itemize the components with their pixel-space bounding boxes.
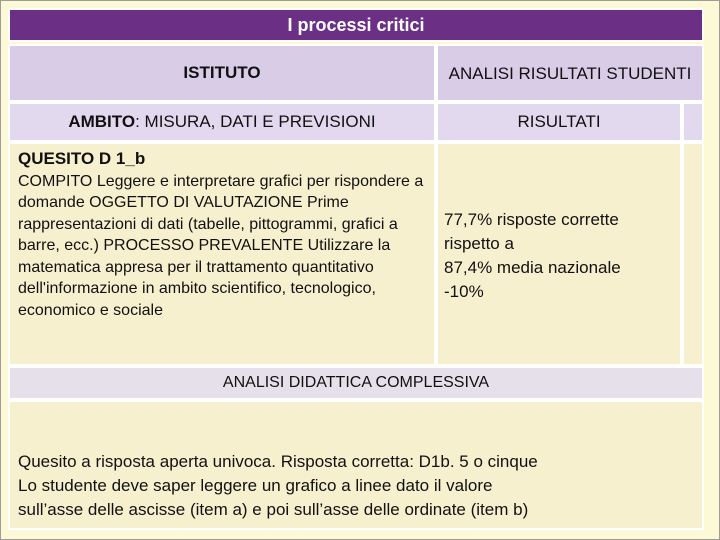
analisi-line-3: sull’asse delle ascisse (item a) e poi sull’asse delle ordinate (item b) xyxy=(18,500,529,519)
ambito-label: AMBITO xyxy=(68,112,136,131)
analisi-risultati-header: ANALISI RISULTATI STUDENTI xyxy=(436,44,704,102)
analisi-line-2: Lo studente deve saper leggere un grafico a linee dato il valore xyxy=(18,476,493,495)
quesito-cell xyxy=(8,142,436,366)
risultati-cell xyxy=(436,142,682,366)
risultati-line-2: rispetto a xyxy=(444,234,514,253)
quesito-description: COMPITO Leggere e interpretare grafici per rispondere a domande OGGETTO DI VALUTAZIONE Prime rappresentazioni di dati (tabelle, pittogrammi, grafici a barre, ecc.) PROCESSO PREVALENTE Utilizzare la matematica appresa per il trattamento quantitativo dell'informazione in ambito scientifico, tecnologico, economico e sociale xyxy=(18,172,424,319)
risultati-line-1: 77,7% risposte corrette xyxy=(444,210,619,229)
empty-result-cell xyxy=(682,142,704,366)
risultati-line-4: -10% xyxy=(444,282,484,301)
ambito-value: : MISURA, DATI E PREVISIONI xyxy=(135,112,376,131)
analisi-didattica-header: ANALISI DIDATTICA COMPLESSIVA xyxy=(8,366,704,400)
quesito-title: QUESITO D 1_b xyxy=(18,149,146,168)
ambito-cell xyxy=(8,102,436,142)
empty-header-cell xyxy=(682,102,704,142)
analisi-line-1: Quesito a risposta aperta univoca. Risposta corretta: D1b. 5 o cinque xyxy=(18,452,538,471)
analisi-didattica-cell xyxy=(8,400,704,530)
risultati-header: RISULTATI xyxy=(436,102,682,142)
istituto-header: ISTITUTO xyxy=(8,44,436,102)
page-title: I processi critici xyxy=(8,8,704,42)
risultati-line-3: 87,4% media nazionale xyxy=(444,258,621,277)
